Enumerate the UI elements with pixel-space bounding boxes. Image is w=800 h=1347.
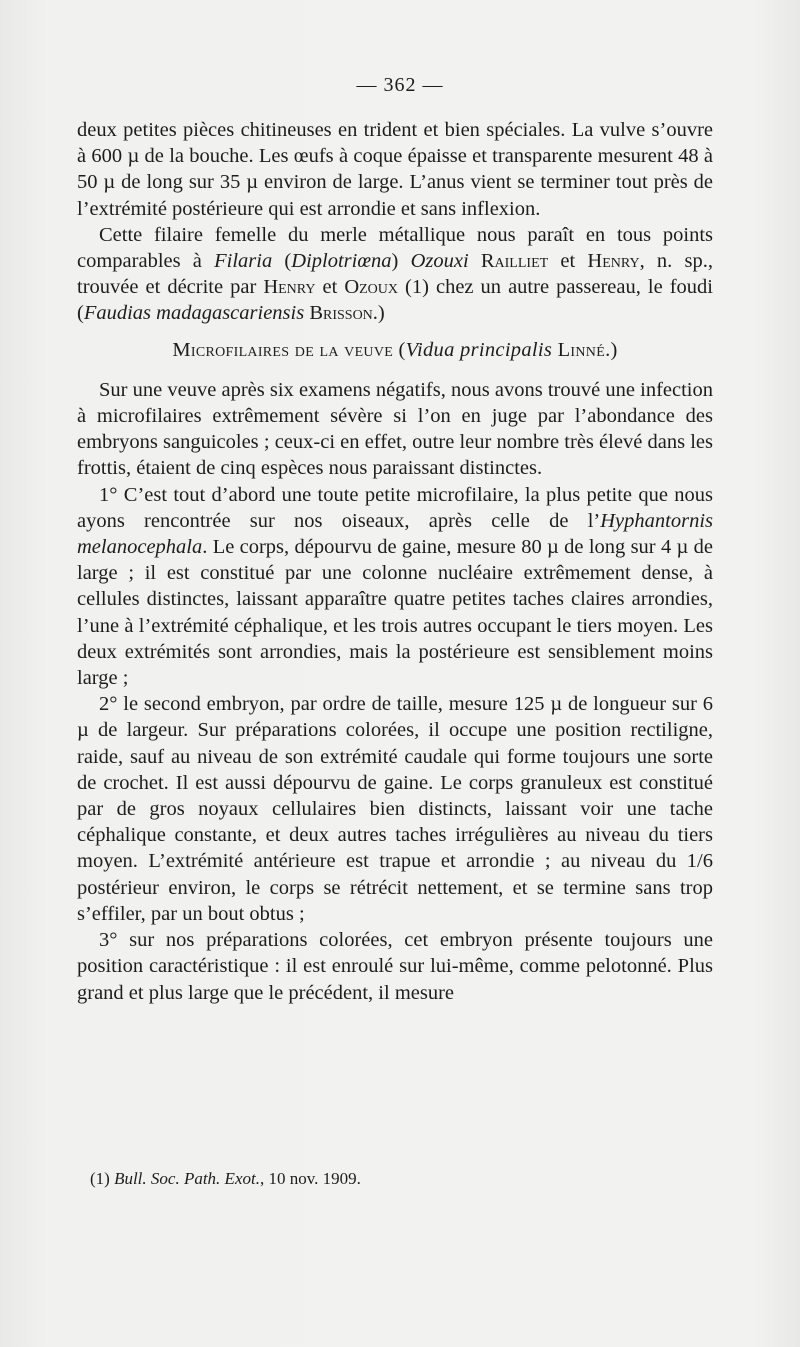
author-name: Ozoux	[344, 276, 399, 299]
author-name: Brisson	[304, 302, 373, 325]
text-run: (1) chez un autre passereau, le foudi (	[77, 276, 713, 325]
section-heading	[77, 337, 713, 363]
author-name: Henry	[587, 250, 640, 273]
species-name: Faudias madagascariensis	[83, 302, 305, 325]
heading-title: Microfilaires de la veuve	[172, 338, 394, 361]
text-run: (	[272, 250, 292, 273]
text-run: .)	[605, 338, 618, 361]
paragraph-2	[77, 222, 713, 327]
footnote	[90, 1168, 690, 1190]
species-name: Ozouxi	[410, 250, 469, 273]
text-run: 1° C’est tout d’abord une toute petite microfilaire, la plus petite que nous ayons rencontrée sur nos oiseaux, après celle de l’	[77, 483, 713, 532]
footnote-marker: (1)	[90, 1169, 115, 1188]
author-name: Railliet	[468, 250, 549, 273]
paragraph-6: 3° sur nos préparations colorées, cet embryon présente toujours une position caractéristique : il est enroulé sur lui-même, comme pelotonné. Plus grand et plus large que le précédent, il mesure	[77, 929, 713, 1004]
species-name: Hyphantornis melanocephala	[77, 509, 713, 559]
footnote-source: Bull. Soc. Path. Exot.	[114, 1169, 260, 1188]
text-run: et	[548, 250, 588, 273]
paragraph-1: deux petites pièces chitineuses en trident et bien spéciales. La vulve s’ouvre à 600 µ de la bouche. Les œufs à coque épaisse et transparente mesurent 48 à 50 µ de long sur 35 µ environ de large. L’anus vient se terminer tout près de l’extrémité postérieure qui est arrondie et sans inflexion.	[77, 119, 713, 220]
paragraph-3: Sur une veuve après six examens négatifs, nous avons trouvé une infection à microfilaires extrêmement sévère si l’on en juge par l’abondance des embryons sanguicoles ; ceux-ci en effet, outre leur nombre très élevé dans les frottis, étaient de cinq espèces nous paraissant distinctes.	[77, 378, 713, 480]
text-run: )	[391, 250, 411, 273]
text-run: . Le corps, dépourvu de gaine, mesure 80 µ de long sur 4 µ de large ; il est constitué par une colonne nucléaire extrêmement dense, à cellules distinctes, laissant apparaître quatre petites taches claires arrondies, l’une à l’extrémité céphalique, et les trois autres occupant le tiers moyen. Les deux extrémités sont arrondies, mais la postérieure est sensiblement moins large ;	[77, 536, 713, 690]
body-text	[77, 117, 713, 1006]
subgenus-name: Diplotriœna	[291, 250, 392, 273]
text-run: Cette filaire femelle du merle métallique nous paraît en tous points comparables à	[77, 223, 713, 273]
paragraph-4	[77, 482, 713, 692]
author-name: Linné	[552, 338, 606, 361]
footnote-date: , 10 nov. 1909.	[259, 1169, 361, 1188]
species-name: Vidua principalis	[405, 338, 553, 361]
text-run: .)	[372, 302, 385, 325]
author-name: Henry	[263, 276, 316, 299]
text-run: et	[315, 276, 345, 299]
text-run: (	[393, 338, 406, 361]
page-number: — 362 —	[356, 74, 444, 96]
paragraph-5: 2° le second embryon, par ordre de taille, mesure 125 µ de longueur sur 6 µ de largeur. Sur préparations colorées, il occupe une position rectiligne, raide, sauf au niveau de son extrémité caudale qui forme toujours une sorte de crochet. Il est aussi dépourvu de gaine. Le corps granuleux est constitué par de gros noyaux cellulaires bien distincts, laissant voir une tache céphalique constante, et deux autres taches irrégulières au niveau du tiers moyen. L’extrémité antérieure est trapue et arrondie ; au niveau du 1/6 postérieur environ, le corps se rétrécit nettement, et se termine sans trop s’effiler, par un bout obtus ;	[77, 693, 713, 925]
text-run: , n. sp., trouvée et décrite par	[77, 250, 713, 299]
genus-name: Filaria	[214, 250, 273, 273]
